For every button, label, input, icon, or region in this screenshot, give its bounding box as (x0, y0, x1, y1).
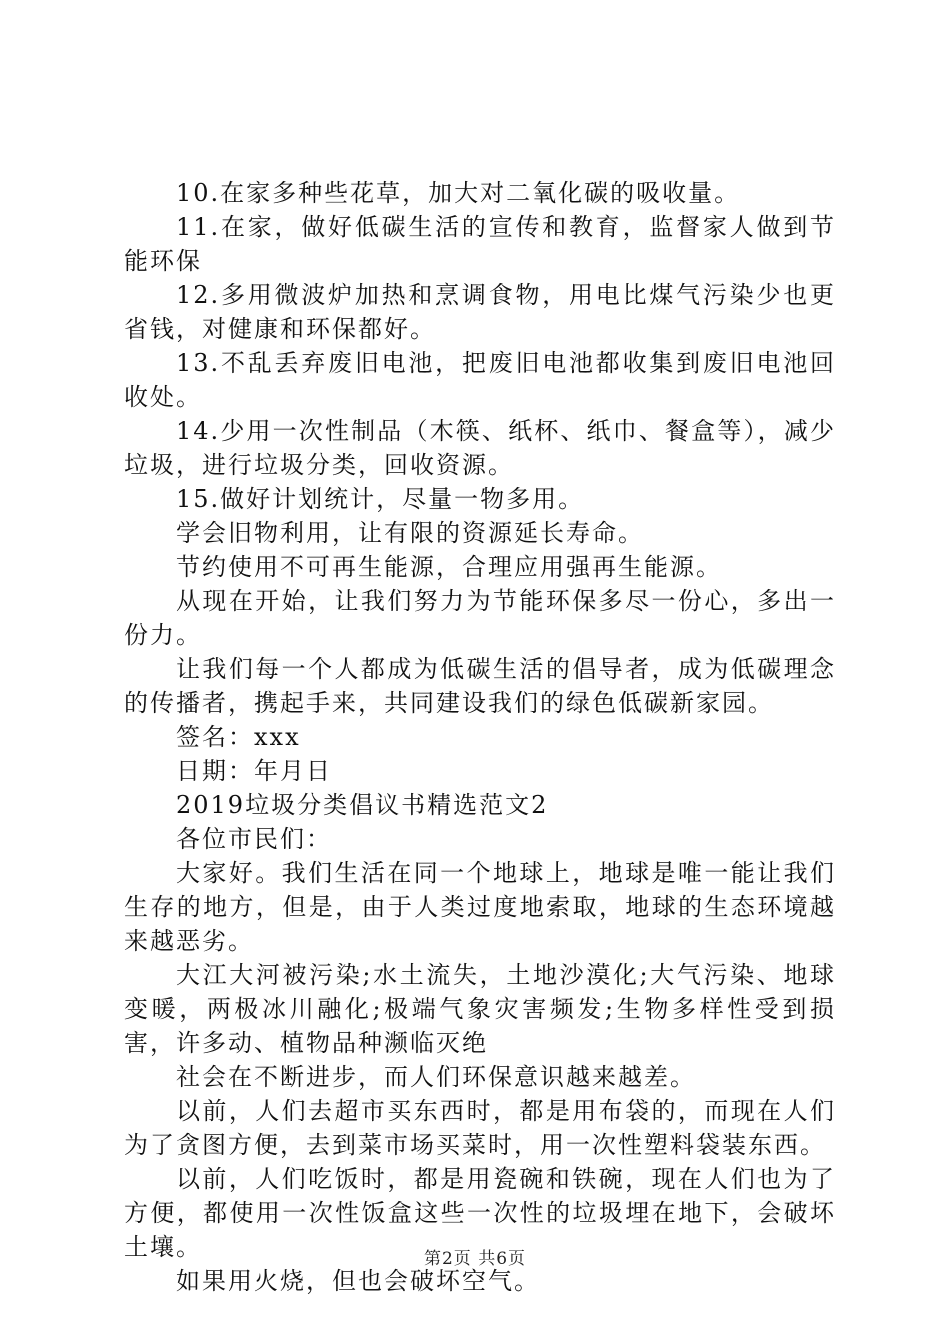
salutation: 各位市民们： (176, 825, 332, 853)
paragraph: 以前，人们吃饭时，都是用瓷碗和铁碗，现在人们也为了方便，都使用一次性饭盒这些一次性的垃圾埋在地下，会破坏土壤。 (124, 1165, 836, 1261)
paragraph: 从现在开始，让我们努力为节能环保多尽一份心，多出一份力。 (124, 587, 836, 649)
paragraph: 社会在不断进步，而人们环保意识越来越差。 (176, 1063, 696, 1091)
paragraph: 10.在家多种些花草，加大对二氧化碳的吸收量。 (176, 179, 741, 207)
section-title: 2019垃圾分类倡议书精选范文2 (176, 791, 549, 819)
paragraph: 以前，人们去超市买东西时，都是用布袋的，而现在人们为了贪图方便，去到菜市场买菜时，用一次性塑料袋装东西。 (124, 1097, 836, 1159)
paragraph: 13.不乱丢弃废旧电池，把废旧电池都收集到废旧电池回收处。 (124, 349, 836, 411)
paragraph: 12.多用微波炉加热和烹调食物，用电比煤气污染少也更省钱，对健康和环保都好。 (124, 281, 836, 343)
signature-line: 签名：xxx (176, 723, 301, 751)
paragraph: 学会旧物利用，让有限的资源延长寿命。 (176, 519, 644, 547)
paragraph: 14.少用一次性制品（木筷、纸杯、纸巾、餐盒等），减少垃圾，进行垃圾分类，回收资源。 (124, 417, 836, 479)
paragraph: 大江大河被污染;水土流失，土地沙漠化;大气污染、地球变暖，两极冰川融化;极端气象灾害频发;生物多样性受到损害，许多动、植物品种濒临灭绝 (124, 961, 836, 1057)
paragraph: 让我们每一个人都成为低碳生活的倡导者，成为低碳理念的传播者，携起手来，共同建设我们的绿色低碳新家园。 (124, 655, 836, 717)
document-body (124, 176, 836, 1298)
paragraph: 如果用火烧，但也会破坏空气。 (176, 1267, 540, 1295)
page-number-footer: 第2页 共6页 (423, 1249, 527, 1269)
paragraph: 节约使用不可再生能源，合理应用强再生能源。 (176, 553, 722, 581)
paragraph: 11.在家，做好低碳生活的宣传和教育，监督家人做到节能环保 (124, 213, 836, 275)
paragraph: 15.做好计划统计，尽量一物多用。 (176, 485, 585, 513)
paragraph: 大家好。我们生活在同一个地球上，地球是唯一能让我们生存的地方，但是，由于人类过度地索取，地球的生态环境越来越恶劣。 (124, 859, 836, 955)
date-line: 日期：年月日 (176, 757, 332, 785)
